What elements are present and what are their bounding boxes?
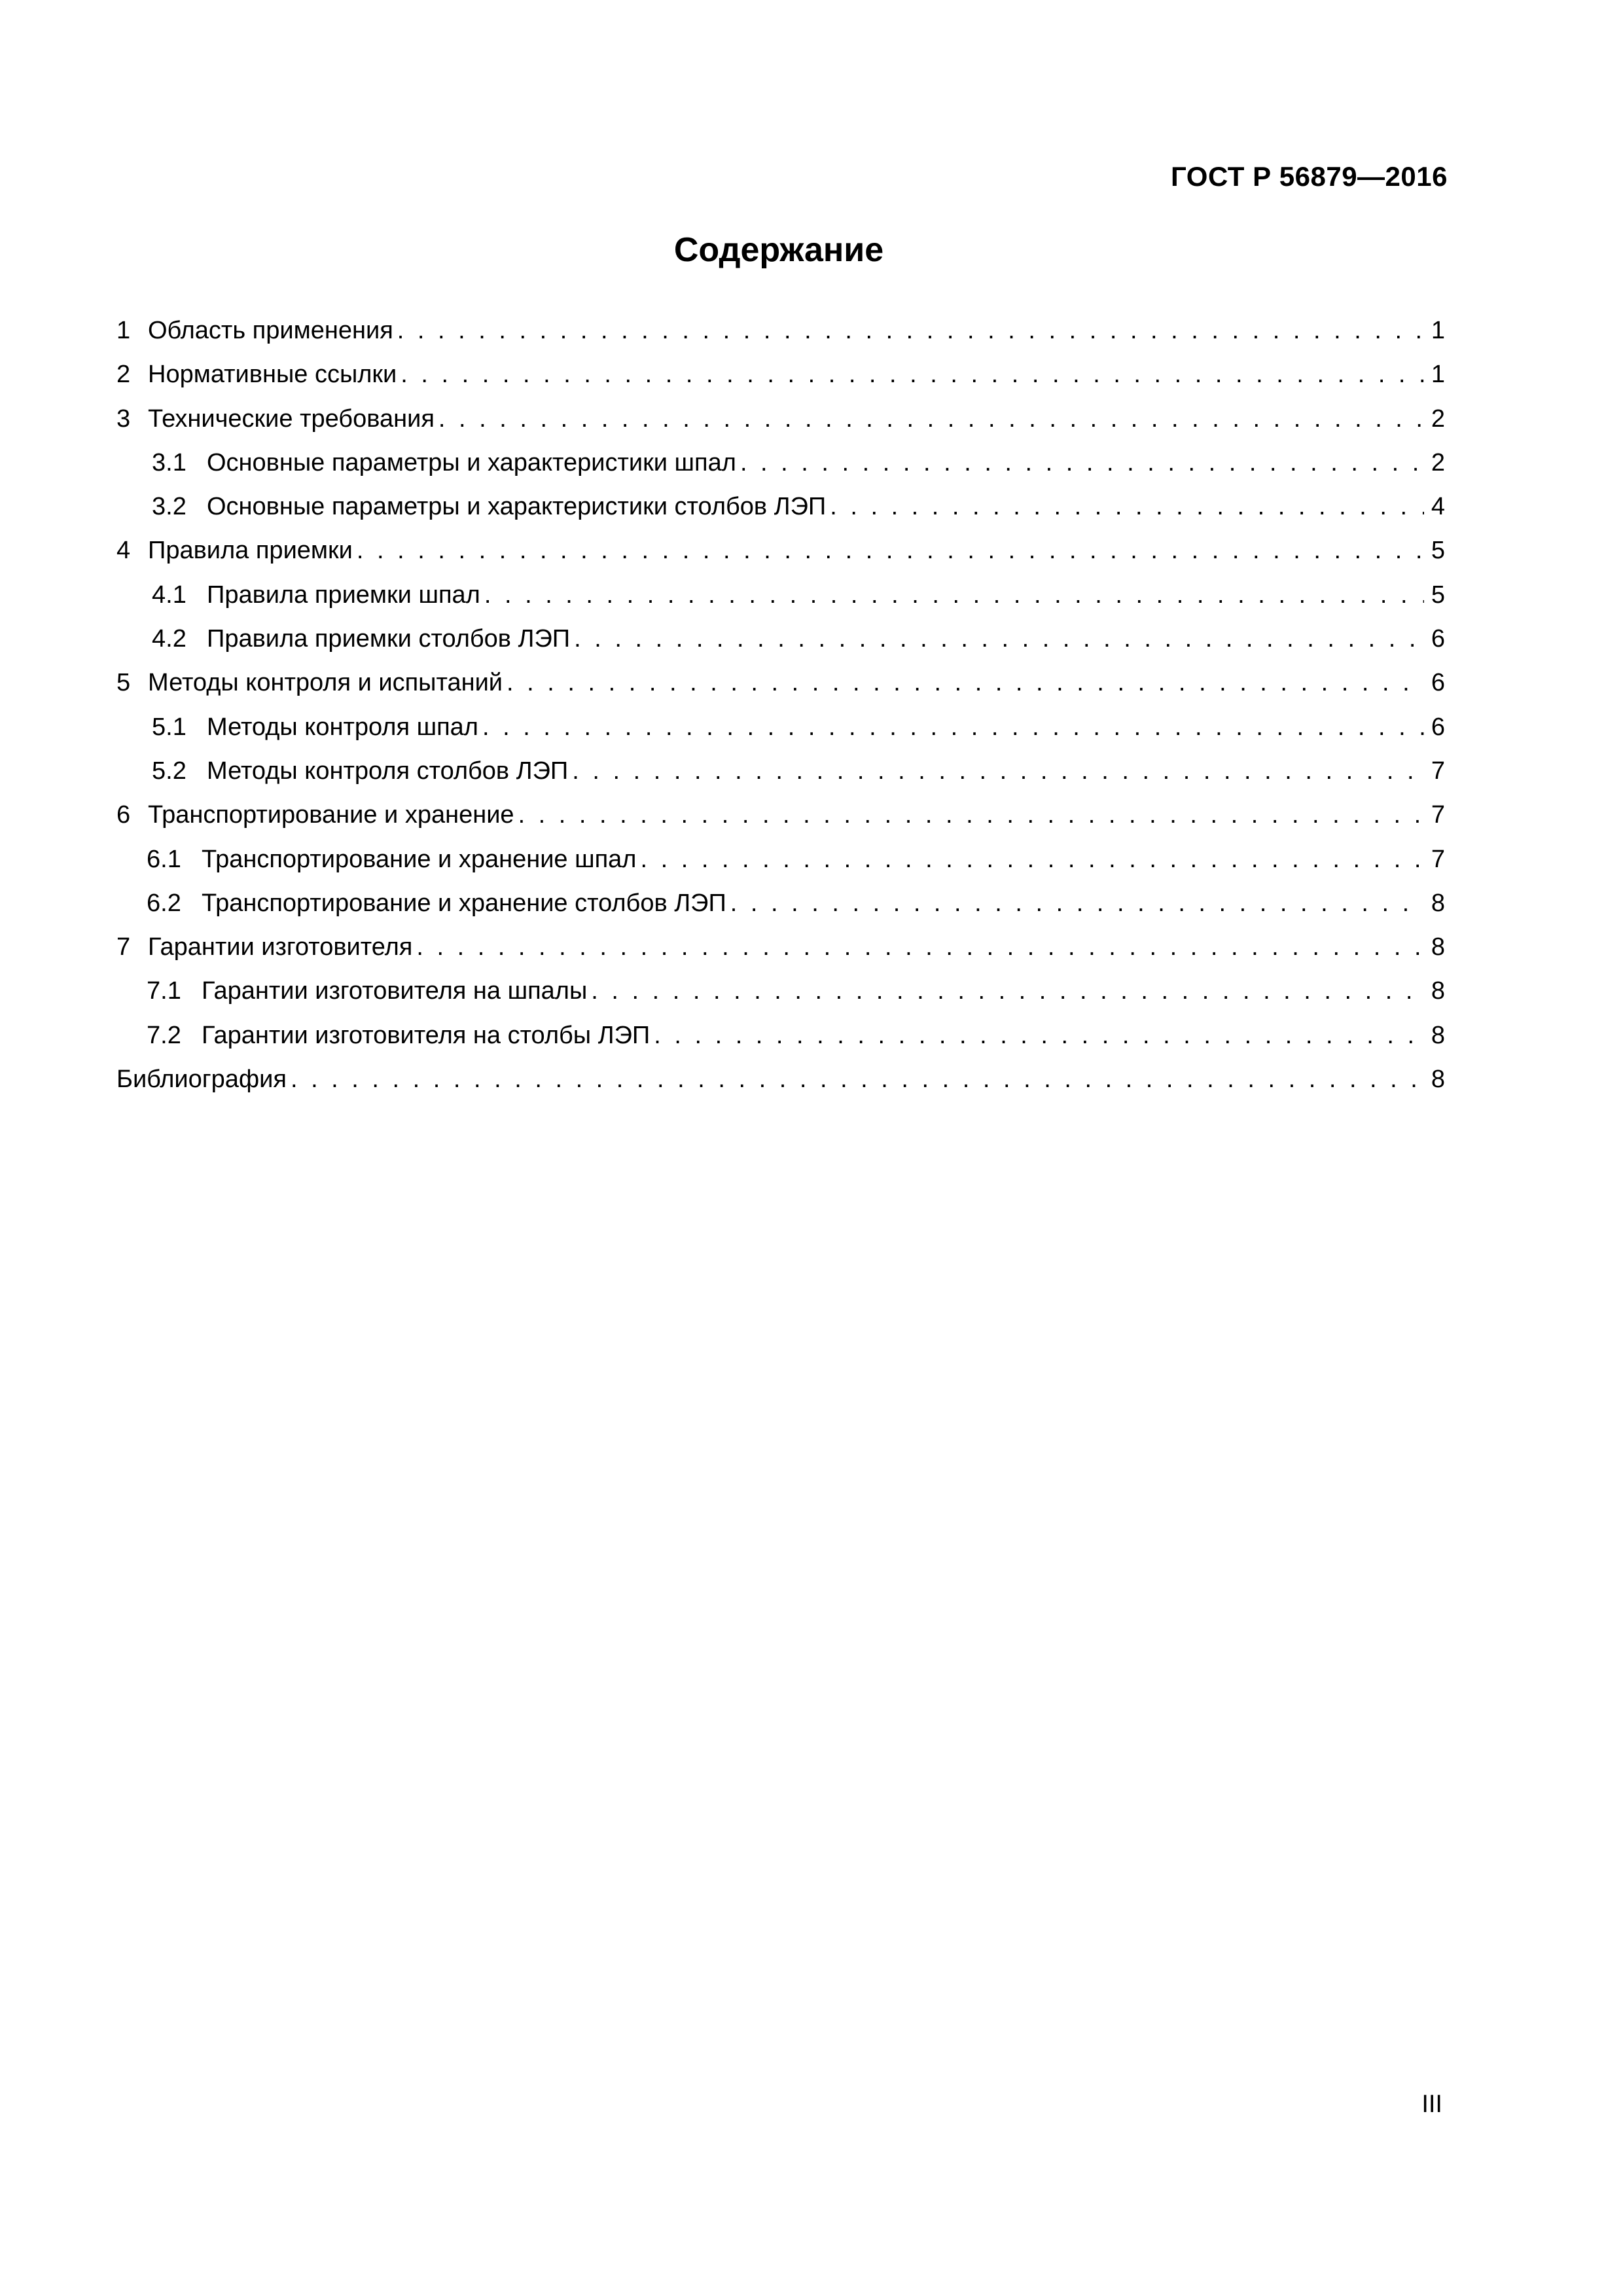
toc-entry-number: 5 (116, 669, 131, 697)
toc-entry-number: 5.2 (152, 757, 187, 785)
toc-entry-number: 6.1 (147, 845, 181, 873)
toc-entry-page: 6 (1431, 669, 1445, 697)
toc-entry-page: 7 (1431, 845, 1445, 873)
toc-entry-4[interactable] (116, 529, 1445, 573)
dot-leader (730, 882, 1424, 925)
toc-entry-number: 4.2 (152, 625, 187, 653)
toc-entry-title: Транспортирование и хранение столбов ЛЭП (202, 889, 726, 917)
toc-entry-title: Транспортирование и хранение шпал (202, 845, 637, 873)
toc-entry-number: 4 (116, 537, 131, 565)
toc-entry-5-2[interactable] (116, 749, 1445, 793)
toc-entry-page: 1 (1431, 317, 1445, 344)
toc-entry-title: Гарантии изготовителя на шпалы (202, 977, 588, 1005)
dot-leader (397, 309, 1424, 353)
toc-entry-number: 7.1 (147, 977, 181, 1005)
toc-entry-number: 2 (116, 361, 131, 389)
toc-entry-number: 5.1 (152, 713, 187, 741)
toc-entry-page: 8 (1431, 1066, 1445, 1094)
toc-entry-page: 1 (1431, 361, 1445, 389)
toc-entry-5[interactable] (116, 661, 1445, 705)
toc-entry-page: 6 (1431, 713, 1445, 741)
toc-entry-title: Правила приемки (148, 537, 353, 565)
toc-entry-page: 2 (1431, 448, 1445, 476)
toc-entry-number: 1 (116, 317, 131, 344)
dot-leader (416, 925, 1424, 969)
toc-entry-7-1[interactable] (116, 969, 1445, 1013)
toc-entry-number: 7.2 (147, 1021, 181, 1049)
toc-entry-7-2[interactable] (116, 1014, 1445, 1058)
toc-entry-title: Библиография (116, 1066, 287, 1094)
toc-entry-page: 5 (1431, 581, 1445, 609)
toc-entry-title: Основные параметры и характеристики столбов ЛЭП (207, 493, 827, 521)
toc-entry-title: Нормативные ссылки (148, 361, 397, 389)
dot-leader (572, 749, 1424, 793)
toc-entry-7[interactable] (116, 925, 1445, 969)
toc-entry-4-1[interactable] (116, 573, 1445, 617)
toc-entry-bibliography[interactable] (116, 1058, 1445, 1102)
toc-entry-title: Гарантии изготовителя на столбы ЛЭП (202, 1021, 651, 1049)
dot-leader (518, 793, 1424, 837)
dot-leader (438, 397, 1424, 441)
toc-entry-page: 7 (1431, 801, 1445, 829)
toc-entry-title: Область применения (148, 317, 393, 344)
toc-entry-number: 3.1 (152, 448, 187, 476)
toc-entry-6-2[interactable] (116, 882, 1445, 925)
toc-entry-page: 6 (1431, 625, 1445, 653)
toc-entry-page: 7 (1431, 757, 1445, 785)
toc-entry-page: 8 (1431, 1021, 1445, 1049)
toc-entry-number: 6 (116, 801, 131, 829)
toc-entry-3-1[interactable] (116, 441, 1445, 485)
toc-entry-number: 3 (116, 404, 131, 433)
toc-entry-title: Гарантии изготовителя (148, 933, 413, 961)
dot-leader (401, 353, 1424, 397)
toc-entry-number: 6.2 (147, 889, 181, 917)
toc-entry-2[interactable] (116, 353, 1445, 397)
toc-entry-6[interactable] (116, 793, 1445, 837)
toc-entry-5-1[interactable] (116, 706, 1445, 749)
dot-leader (574, 617, 1424, 661)
dot-leader (640, 838, 1424, 882)
dot-leader (654, 1014, 1424, 1058)
dot-leader (482, 706, 1424, 749)
toc-entry-number: 3.2 (152, 493, 187, 521)
toc-entry-page: 5 (1431, 537, 1445, 565)
toc-entry-page: 8 (1431, 933, 1445, 961)
toc-entry-page: 8 (1431, 977, 1445, 1005)
toc-entry-4-2[interactable] (116, 617, 1445, 661)
toc-entry-title: Транспортирование и хранение (148, 801, 514, 829)
dot-leader (357, 529, 1424, 573)
page-title: Содержание (673, 231, 884, 269)
toc-entry-title: Правила приемки шпал (207, 581, 480, 609)
toc-entry-1[interactable] (116, 309, 1445, 353)
toc-entry-6-1[interactable] (116, 838, 1445, 882)
toc-entry-number: 7 (116, 933, 131, 961)
toc-entry-number: 4.1 (152, 581, 187, 609)
dot-leader (830, 485, 1424, 529)
toc-entry-title: Методы контроля столбов ЛЭП (207, 757, 569, 785)
dot-leader (484, 573, 1424, 617)
toc-entry-title: Методы контроля шпал (207, 713, 478, 741)
toc-entry-title: Правила приемки столбов ЛЭП (207, 625, 571, 653)
toc-entry-page: 8 (1431, 889, 1445, 917)
page-number: III (1421, 2090, 1442, 2118)
document-code: ГОСТ Р 56879—2016 (1171, 161, 1448, 192)
toc-entry-3[interactable] (116, 397, 1445, 441)
dot-leader (291, 1058, 1424, 1102)
dot-leader (591, 969, 1424, 1013)
toc-entry-title: Основные параметры и характеристики шпал (207, 448, 736, 476)
toc-entry-title: Методы контроля и испытаний (148, 669, 503, 697)
toc-entry-page: 4 (1431, 493, 1445, 521)
dot-leader (740, 441, 1424, 485)
toc-entry-title: Технические требования (148, 404, 435, 433)
dot-leader (507, 661, 1424, 705)
toc-entry-3-2[interactable] (116, 485, 1445, 529)
toc-entry-page: 2 (1431, 404, 1445, 433)
table-of-contents (116, 309, 1445, 1102)
